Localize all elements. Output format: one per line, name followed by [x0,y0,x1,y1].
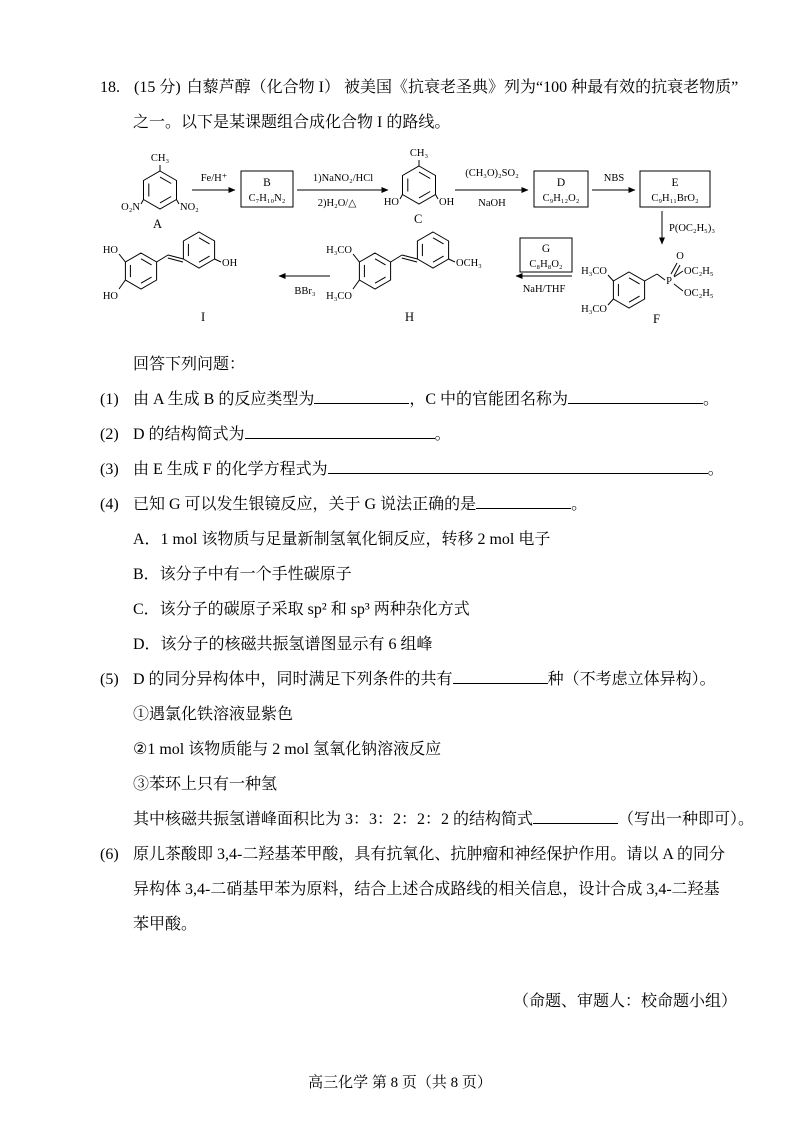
structure-A-nitro-left: O₂N [121,202,140,213]
compound-box-D [534,171,588,207]
q5-blank-1 [453,666,548,684]
step2-reagent-below: 2)H₂O/△ [317,198,357,209]
q1-text-2: ，C 中的官能团名称为 [409,391,569,408]
arrow-step6 [516,238,572,295]
page-footer: 高三化学 第 8 页（共 8 页） [308,1075,492,1091]
question-4 [100,487,755,522]
compound-G-formula: C₈H₈O₂ [529,259,563,270]
structure-F-methoxy-bottom: H₃CO [581,304,607,315]
structure-F-methoxy-top: H₃CO [581,266,607,277]
q5-last-line [133,802,755,837]
q3-text-1: 由 E 生成 F 的化学方程式为 [133,461,328,478]
question-intro-line2: 之一。以下是某课题组合成化合物 I 的路线。 [133,114,451,131]
intro-text-1: 白藜芦醇（化合物 I） 被美国《抗衰老圣典》列为“100 种最有效的抗衰老物质” [186,79,739,96]
question-score: (15 分) [134,79,181,96]
structure-F-ethoxy-1: OC₂H₅ [684,266,714,277]
step3-reagent-below: NaOH [478,198,506,209]
compound-B-name: B [263,177,271,189]
compound-G-name: G [541,243,551,255]
structure-F-ethoxy-2: OC₂H₅ [684,288,714,299]
structure-C-hydroxy-left: HO [383,197,399,208]
structure-I-hydroxy-bottom: HO [102,291,118,302]
q4-text-2: 。 [571,496,588,513]
q2-text-2: 。 [434,426,451,443]
q3-text-2: 。 [707,461,724,478]
step7-reagent: BBr₃ [294,286,316,297]
structure-H-label: H [405,310,415,324]
question-2 [100,417,755,452]
structure-C-label: C [414,212,423,226]
q4-option-C: C．该分子的碳原子采取 sp² 和 sp³ 两种杂化方式 [133,601,470,618]
q2-number: (2) [100,426,119,443]
q5-text-2: 种（不考虑立体异构）。 [547,671,716,688]
structure-F-oxygen: O [676,251,684,262]
structure-H [326,232,482,324]
q5-number: (5) [100,671,119,688]
step3-reagent-above: (CH₃O)₂SO₂ [465,168,519,179]
q1-blank-1 [314,386,409,404]
q5-blank-2 [533,806,618,824]
q4-option-D: D．该分子的核磁共振氢谱图显示有 6 组峰 [133,636,433,653]
q4-option-A: A．1 mol 该物质与足量新制氢氧化铜反应，转移 2 mol 电子 [133,531,551,548]
q3-blank [328,456,708,474]
structure-C-hydroxy-right: OH [439,197,455,208]
step1-reagent: Fe/H⁺ [200,173,228,184]
question-intro-line1 [100,70,755,105]
q4-option-B: B．该分子中有一个手性碳原子 [133,566,352,583]
compound-D-formula: C₉H₁₂O₂ [542,193,580,204]
q4-blank [476,491,571,509]
q1-blank-2 [568,386,703,404]
structure-H-methoxy-bottom: H₃CO [326,291,352,302]
q6-number: (6) [100,846,119,863]
q3-number: (3) [100,461,119,478]
step5-reagent: P(OC₂H₅)₃ [669,223,715,234]
question-number: 18. [100,79,120,96]
synthesis-scheme-svg [95,143,765,345]
structure-C [384,148,455,226]
q6-line-2: 异构体 3,4-二硝基甲苯为原料，结合上述合成路线的相关信息，设计合成 3,4-二羟基 [133,881,720,898]
structure-F [581,251,714,326]
structure-I-hydroxy-right: OH [222,258,238,269]
structure-I [103,232,238,324]
structure-A-nitro-right: NO₂ [180,202,199,213]
q1-text-3: 。 [703,391,720,408]
question-5 [100,662,755,697]
structure-I-label: I [201,310,206,324]
q6-line-3: 苯甲酸。 [133,916,198,933]
synthesis-scheme [95,143,755,345]
q1-text-1: 由 A 生成 B 的反应类型为 [133,391,315,408]
structure-H-methoxy-right: OCH₃ [456,258,482,269]
arrow-step5 [662,211,715,244]
arrow-step2 [297,173,388,209]
structure-F-label: F [653,312,660,326]
q2-text-1: D 的结构简式为 [133,426,245,443]
compound-D-name: D [556,177,566,189]
q5-text-4: （写出一种即可）。 [618,811,755,828]
structure-A-label: A [153,217,163,231]
compound-box-B [241,171,293,207]
q4-number: (4) [100,496,119,513]
compound-B-formula: C₇H₁₀N₂ [248,193,286,204]
q2-blank [245,421,435,439]
q5-condition-1: ①遇氯化铁溶液显紫色 [133,706,294,723]
step4-reagent: NBS [603,173,625,184]
q4-text-1: 已知 G 可以发生银镜反应，关于 G 说法正确的是 [133,496,477,513]
structure-A [121,153,199,231]
compound-E-formula: C₉H₁₁BrO₂ [651,193,699,204]
arrow-step7 [279,276,330,297]
structure-C-methyl: CH₃ [409,148,429,159]
question-3 [100,452,755,487]
compound-E-name: E [671,177,679,189]
question-1 [100,382,755,417]
structure-H-methoxy-top: H₃CO [326,245,352,256]
q1-number: (1) [100,391,119,408]
q5-text-1: D 的同分异构体中，同时满足下列条件的共有 [133,671,453,688]
arrow-step4 [592,173,635,190]
q5-text-3: 其中核磁共振氢谱峰面积比为 3：3：2：2：2 的结构简式 [133,811,534,828]
structure-F-phosphorus: P [666,276,672,287]
arrow-step3 [455,168,528,209]
q6-text-1: 原儿茶酸即 3,4-二羟基苯甲酸，具有抗氧化、抗肿瘤和神经保护作用。请以 A 的同分 [133,846,726,863]
answer-prompt: 回答下列问题： [133,356,246,373]
structure-A-methyl: CH₃ [150,153,170,164]
arrow-step1 [192,173,235,190]
question-6 [100,837,755,872]
q5-condition-3: ③苯环上只有一种氢 [133,776,278,793]
structure-I-hydroxy-top: HO [102,245,118,256]
step2-reagent-above: 1)NaNO₂/HCl [312,173,374,184]
exam-credit: （命题、审题人：校命题小组） [512,993,737,1010]
compound-box-E [640,171,710,207]
q5-condition-2: ②1 mol 该物质能与 2 mol 氢氧化钠溶液反应 [133,741,442,758]
step6-reagent-below: NaH/THF [522,284,566,295]
